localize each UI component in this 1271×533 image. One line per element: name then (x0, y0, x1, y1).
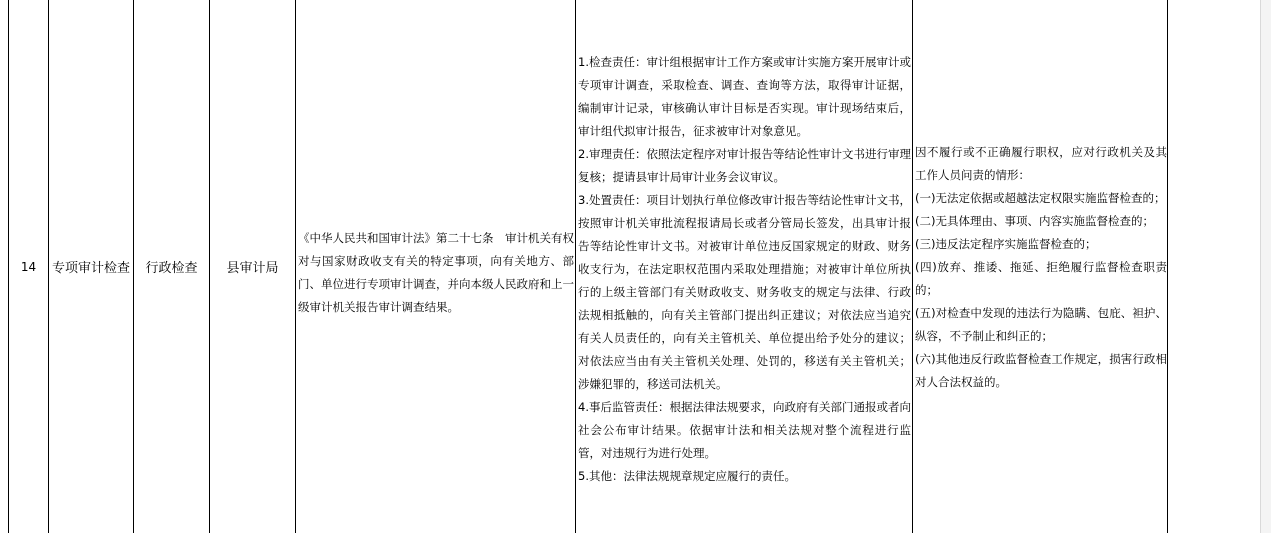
row-edge-cell[interactable] (0, 0, 9, 533)
department: 县审计局 (226, 261, 279, 276)
row-number-cell[interactable] (9, 0, 49, 533)
accountability-item: (五)对检查中发现的违法行为隐瞒、包庇、袒护、纵容，不予制止和纠正的； (915, 306, 1167, 343)
accountability-item: (三)违反法定程序实施监督检查的； (915, 237, 1097, 251)
legal-basis-cell[interactable] (296, 0, 576, 533)
accountability-text (913, 139, 1167, 394)
item-type: 行政检查 (145, 261, 198, 276)
accountability-item: (六)其他违反行政监督检查工作规定，损害行政相对人合法权益的。 (915, 352, 1167, 389)
responsibility-item: 1.检查责任：审计组根据审计工作方案或审计实施方案开展审计或专项审计调查，采取检查、调查、查询等方法，取得审计证据，编制审计记录，审核确认审计目标是否实现。审计现场结束后，审计组代拟审计报告，征求被审计对象意见。 (578, 55, 911, 138)
accountability-item: (一)无法定依据或超越法定权限实施监督检查的； (915, 191, 1166, 205)
accountability-item: (四)放弃、推诿、拖延、拒绝履行监督检查职责的； (915, 260, 1167, 297)
vertical-scrollbar[interactable] (1260, 0, 1271, 533)
row-number: 14 (20, 259, 37, 274)
department-cell[interactable] (210, 0, 296, 533)
responsibility-item: 4.事后监管责任：根据法律法规要求，向政府有关部门通报或者向社会公布审计结果。依据审计法和相关法规对整个流程进行监管，对违规行为进行处理。 (578, 400, 911, 460)
legal-basis-text: 《中华人民共和国审计法》第二十七条 审计机关有权对与国家财政收支有关的特定事项，向有关地方、部门、单位进行专项审计调查，并向本级人民政府和上一级审计机关报告审计调查结果。 (298, 230, 574, 314)
remarks-cell[interactable] (1168, 0, 1271, 533)
accountability-item: (二)无具体理由、事项、内容实施监督检查的； (915, 214, 1154, 228)
responsibilities-text (576, 45, 912, 488)
item-name: 专项审计检查 (51, 261, 130, 276)
accountability-item: 因不履行或不正确履行职权，应对行政机关及其工作人员问责的情形： (915, 145, 1167, 182)
accountability-cell[interactable] (913, 0, 1168, 533)
responsibilities-cell[interactable] (576, 0, 913, 533)
item-type-cell[interactable] (134, 0, 210, 533)
responsibility-item: 3.处置责任：项目计划执行单位修改审计报告等结论性审计文书，按照审计机关审批流程报请局长或者分管局长签发，出具审计报告等结论性审计文书。对被审计单位违反国家规定的财政、财务收支行为，在法定职权范围内采取处理措施；对被审计单位所执行的上级主管部门有关财政收支、财务收支的规定与法律、行政法规相抵触的，向有关主管部门提出纠正建议；对依法应当追究有关人员责任的，向有关主管机关、单位提出给予处分的建议；对依法应当由有关主管机关处理、处罚的，移送有关主管机关；涉嫌犯罪的，移送司法机关。 (578, 193, 911, 391)
responsibility-item: 5.其他：法律法规规章规定应履行的责任。 (578, 469, 796, 483)
responsibility-item: 2.审理责任：依照法定程序对审计报告等结论性审计文书进行审理复核；提请县审计局审计业务会议审议。 (578, 147, 911, 184)
item-name-cell[interactable] (49, 0, 134, 533)
